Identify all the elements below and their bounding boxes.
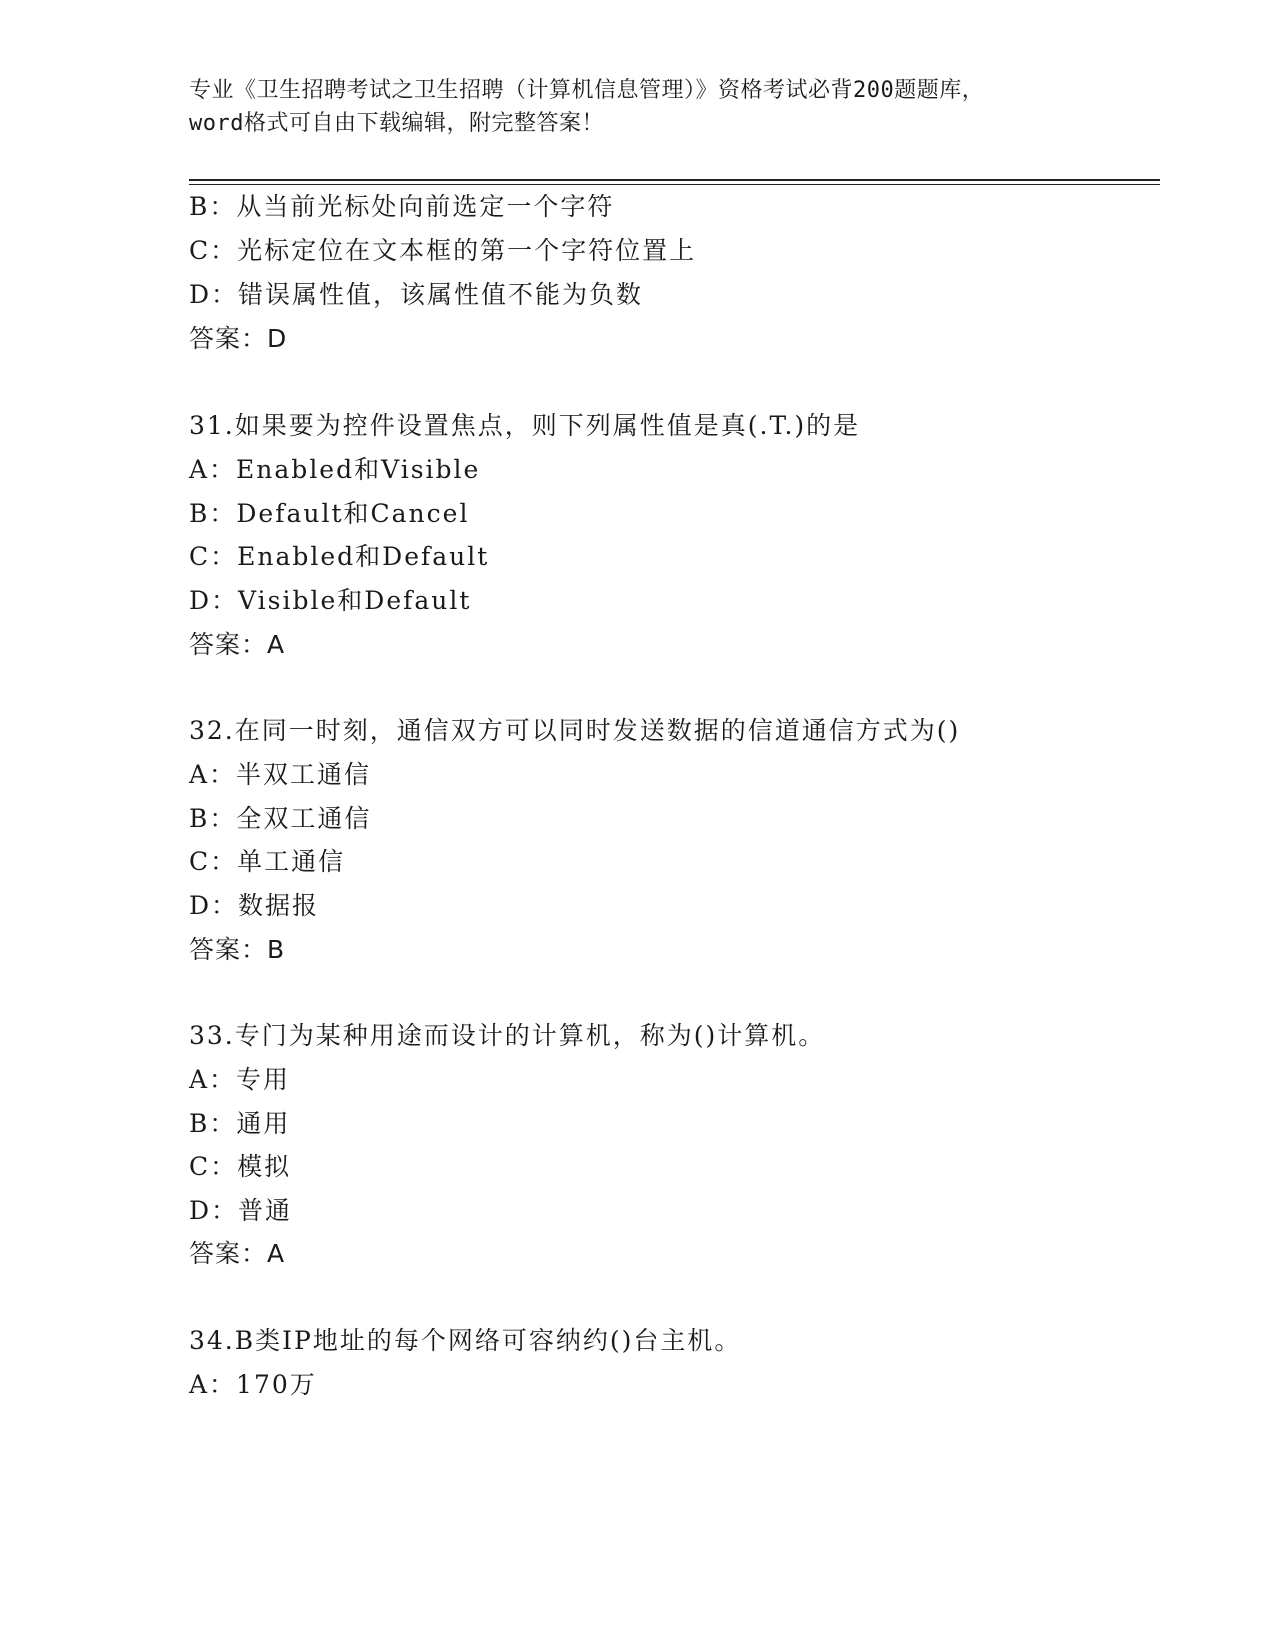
question-32: 32.在同一时刻，通信双方可以同时发送数据的信道通信方式为() <box>189 716 961 745</box>
q33-option-a: A：专用 <box>189 1065 291 1094</box>
q34-option-a: A：170万 <box>189 1370 317 1399</box>
question-33: 33.专门为某种用途而设计的计算机，称为()计算机。 <box>189 1021 826 1050</box>
q33-answer: 答案：A <box>189 1239 286 1268</box>
header-rule-thick <box>189 179 1160 181</box>
q33-option-c: C：模拟 <box>189 1152 292 1181</box>
q31-option-a: A：Enabled和Visible <box>189 455 481 484</box>
header-rule-thin <box>189 184 1160 185</box>
option-d-line: D：错误属性值，该属性值不能为负数 <box>189 280 644 309</box>
option-c-line: C：光标定位在文本框的第一个字符位置上 <box>189 236 697 265</box>
q33-option-d: D：普通 <box>189 1196 293 1225</box>
question-31: 31.如果要为控件设置焦点，则下列属性值是真(.T.)的是 <box>189 411 861 440</box>
option-b-line: B：从当前光标处向前选定一个字符 <box>189 192 615 221</box>
q31-option-c: C：Enabled和Default <box>189 542 490 571</box>
q32-option-a: A：半双工通信 <box>189 760 372 789</box>
q32-option-d: D：数据报 <box>189 891 320 920</box>
header-line-2: word格式可自由下载编辑，附完整答案！ <box>189 111 604 136</box>
answer-line: 答案：D <box>189 324 288 353</box>
q32-answer: 答案：B <box>189 935 286 964</box>
header-line-1: 专业《卫生招聘考试之卫生招聘（计算机信息管理）》资格考试必背200题题库， <box>189 78 985 103</box>
q33-option-b: B：通用 <box>189 1109 291 1138</box>
q31-option-d: D：Visible和Default <box>189 586 472 615</box>
q32-option-c: C：单工通信 <box>189 847 346 876</box>
document-header <box>189 74 1139 140</box>
question-34: 34.B类IP地址的每个网络可容纳约()台主机。 <box>189 1326 742 1355</box>
q31-answer: 答案：A <box>189 630 286 659</box>
q31-option-b: B：Default和Cancel <box>189 499 470 528</box>
q32-option-b: B：全双工通信 <box>189 804 372 833</box>
